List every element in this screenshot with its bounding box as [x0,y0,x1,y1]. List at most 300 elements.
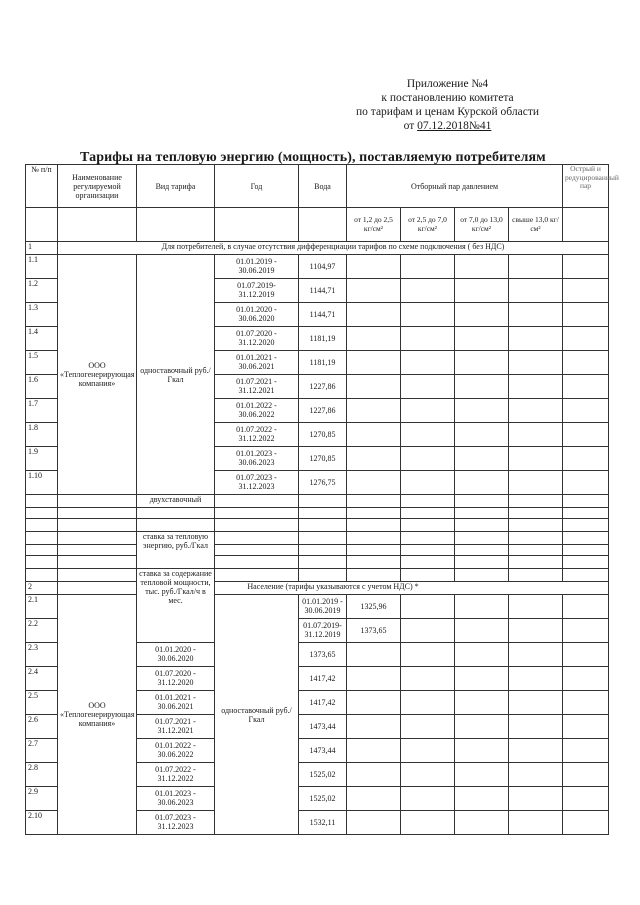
empty-cell [455,691,509,715]
empty-cell [401,643,455,667]
empty-cell [58,208,137,242]
empty-cell [455,447,509,471]
empty-cell [509,303,563,327]
section1-header-row [26,242,609,255]
empty-cell [347,739,401,763]
row-num: 2.1 [26,595,58,619]
empty-cell [347,569,401,582]
empty-cell [455,595,509,619]
empty-cell [347,691,401,715]
row-num: 1.9 [26,447,58,471]
period-end: 30.06.2021 [238,362,275,371]
section1-num: 1 [26,242,58,255]
empty-cell [215,569,299,582]
tariff-type: одноставочный руб./Гкал [215,595,299,835]
period-end: 30.06.2020 [157,654,194,663]
period-end: 30.06.2019 [304,606,341,615]
empty-cell [455,495,509,508]
empty-cell [563,519,609,532]
row-num: 2.10 [26,811,58,835]
empty-cell [563,423,609,447]
empty-cell [215,556,299,569]
period-start: 01.07.2023 - [155,813,196,822]
period-end: 30.06.2023 [157,798,194,807]
table-row [26,532,609,545]
empty-cell [563,667,609,691]
row-num: 2.9 [26,787,58,811]
col-year-header: Год [215,165,299,208]
empty-cell [401,569,455,582]
water-tariff-value: 1276,75 [299,471,347,495]
period-cell [137,715,215,739]
empty-cell [455,399,509,423]
empty-cell [563,399,609,423]
empty-cell [455,619,509,643]
empty-cell [563,619,609,643]
period-start: 01.07.2019- [237,281,276,290]
section2-header-row [26,582,609,595]
empty-cell [26,556,58,569]
empty-cell [401,519,455,532]
period-end: 30.06.2021 [157,702,194,711]
empty-cell [58,532,137,545]
period-cell [137,787,215,811]
empty-cell [563,545,609,556]
empty-cell [563,375,609,399]
col-org-header: Наименование регулируемой организации [58,165,137,208]
row-num: 1.5 [26,351,58,375]
empty-cell [299,519,347,532]
empty-cell [58,508,137,519]
empty-cell [455,667,509,691]
table-row [26,595,609,619]
empty-cell [509,519,563,532]
empty-cell [563,208,609,242]
water-tariff-value: 1227,86 [299,399,347,423]
empty-cell [455,471,509,495]
section2-num: 2 [26,582,58,595]
empty-cell [509,508,563,519]
period-start: 01.01.2020 - [155,645,196,654]
period-end: 30.06.2019 [238,266,275,275]
col-pressure-1: от 1,2 до 2,5 кг/см² [347,208,401,242]
empty-cell [455,643,509,667]
empty-cell [347,715,401,739]
row-num: 1.1 [26,255,58,279]
approval-block [330,77,565,133]
period-end: 31.12.2021 [238,386,275,395]
period-start: 01.07.2021 - [155,717,196,726]
row-num: 1.8 [26,423,58,447]
period-cell [215,447,299,471]
empty-cell [563,811,609,835]
empty-cell [347,351,401,375]
empty-cell [347,471,401,495]
col-steam-header: Отборный пар давлением [347,165,563,208]
empty-cell [563,279,609,303]
empty-cell [401,351,455,375]
period-start: 01.01.2023 - [155,789,196,798]
water-tariff-value: 1104,97 [299,255,347,279]
empty-cell [401,691,455,715]
water-tariff-value: 1417,42 [299,667,347,691]
empty-cell [455,255,509,279]
row-num: 2.3 [26,643,58,667]
period-cell [137,643,215,667]
period-end: 31.12.2023 [157,822,194,831]
water-tariff-value: 1270,85 [299,447,347,471]
empty-cell [563,532,609,545]
approval-date: 07.12.2018 [417,120,469,132]
empty-cell [347,303,401,327]
tariff-type: одноставочный руб./Гкал [137,255,215,495]
empty-cell [299,545,347,556]
period-end: 31.12.2019 [238,290,275,299]
section1-title: Для потребителей, в случае отсутствия дифференциации тарифов по схеме подключения ( без НДС) [58,242,609,255]
water-tariff-value: 1473,44 [299,715,347,739]
empty-cell [347,495,401,508]
period-end: 31.12.2021 [157,726,194,735]
header-row-1 [26,165,609,208]
empty-cell [58,569,137,582]
empty-cell [563,763,609,787]
empty-cell [58,495,137,508]
empty-cell [347,508,401,519]
empty-cell [509,556,563,569]
water-tariff-value: 1144,71 [299,279,347,303]
empty-cell [347,643,401,667]
row-num: 2.7 [26,739,58,763]
empty-cell [563,303,609,327]
empty-cell [401,447,455,471]
empty-cell [509,763,563,787]
empty-cell [347,763,401,787]
row-num: 2.8 [26,763,58,787]
empty-cell [563,643,609,667]
empty-cell [299,532,347,545]
empty-cell [563,495,609,508]
empty-cell [299,569,347,582]
empty-cell [563,787,609,811]
empty-cell [509,399,563,423]
table-row [26,255,609,279]
period-cell [215,303,299,327]
empty-cell [347,255,401,279]
period-end: 30.06.2022 [157,750,194,759]
section2-title: Население (тарифы указываются с учетом НДС) * [58,582,609,595]
period-start: 01.01.2020 - [236,305,277,314]
empty-cell [509,447,563,471]
period-cell [137,811,215,835]
empty-cell [509,375,563,399]
empty-cell [509,327,563,351]
water-tariff-value: 1181,19 [299,351,347,375]
period-start: 01.01.2021 - [236,353,277,362]
col-water-header: Вода [299,165,347,208]
empty-cell [137,208,215,242]
water-tariff-value: 1227,86 [299,375,347,399]
empty-cell [401,327,455,351]
empty-cell [509,643,563,667]
rate-energy-label: ставка за тепловую энергию, руб./Гкал [137,532,215,569]
empty-cell [509,739,563,763]
empty-cell [455,569,509,582]
period-start: 01.07.2020 - [155,669,196,678]
period-start: 01.07.2020 - [236,329,277,338]
empty-cell [455,787,509,811]
empty-cell [401,619,455,643]
water-tariff-value: 1270,85 [299,423,347,447]
empty-cell [137,519,215,532]
empty-cell [299,495,347,508]
empty-cell [401,556,455,569]
date-prefix: от [403,120,415,132]
empty-cell [401,595,455,619]
empty-cell [455,715,509,739]
empty-cell [26,569,58,582]
empty-cell [401,495,455,508]
period-cell [215,327,299,351]
row-num: 2.2 [26,619,58,643]
empty-cell [509,619,563,643]
period-start: 01.07.2019- [303,621,342,630]
empty-cell [137,508,215,519]
period-start: 01.07.2023 - [236,473,277,482]
empty-cell [401,739,455,763]
organization-name: ООО «Теплогенерирующая компания» [58,255,137,495]
col-pressure-3: от 7,0 до 13,0 кг/см² [455,208,509,242]
empty-cell [401,423,455,447]
period-cell [215,423,299,447]
empty-cell [563,556,609,569]
organization-name: ООО «Теплогенерирующая компания» [58,595,137,835]
period-cell [137,691,215,715]
period-cell [215,351,299,375]
empty-cell [509,351,563,375]
empty-cell [563,327,609,351]
row-num: 1.2 [26,279,58,303]
empty-cell [401,763,455,787]
empty-cell [509,787,563,811]
empty-cell [401,787,455,811]
empty-cell [563,569,609,582]
period-start: 01.01.2022 - [155,741,196,750]
empty-cell [455,303,509,327]
row-num: 1.6 [26,375,58,399]
empty-cell [58,519,137,532]
period-end: 31.12.2020 [238,338,275,347]
empty-cell [347,423,401,447]
water-tariff-value: 1532,11 [299,811,347,835]
empty-cell [347,545,401,556]
empty-cell [347,519,401,532]
rate-power-label: ставка за содержание тепловой мощности, тыс. руб./Гкал/ч в мес. [137,569,215,643]
empty-cell [455,811,509,835]
table-row [26,495,609,508]
col-type-header: Вид тарифа [137,165,215,208]
empty-cell [401,667,455,691]
empty-cell [401,715,455,739]
empty-cell [563,595,609,619]
empty-cell [455,556,509,569]
period-cell [299,595,347,619]
empty-cell [347,532,401,545]
empty-cell [26,545,58,556]
row-num: 2.4 [26,667,58,691]
empty-cell [26,495,58,508]
water-tariff-value: 1417,42 [299,691,347,715]
empty-cell [509,569,563,582]
empty-cell [401,255,455,279]
water-tariff-value: 1325,96 [347,595,401,619]
table-row [26,519,609,532]
tariff-table-body [26,164,619,835]
empty-cell [401,532,455,545]
period-cell [137,763,215,787]
empty-cell [563,255,609,279]
empty-cell [26,508,58,519]
water-tariff-value: 1144,71 [299,303,347,327]
empty-cell [347,447,401,471]
empty-cell [455,279,509,303]
period-start: 01.07.2021 - [236,377,277,386]
approval-line-2: к постановлению комитета [381,92,514,104]
empty-cell [509,811,563,835]
empty-cell [347,279,401,303]
table-row [26,545,609,556]
empty-cell [347,399,401,423]
tariff-table [25,164,619,835]
empty-cell [26,208,58,242]
row-num: 1.10 [26,471,58,495]
table-row [26,556,609,569]
empty-cell [401,303,455,327]
water-tariff-value: 1525,02 [299,787,347,811]
period-cell [299,619,347,643]
period-cell [137,667,215,691]
empty-cell [563,715,609,739]
period-end: 30.06.2023 [238,458,275,467]
empty-cell [401,811,455,835]
col-pressure-2: от 2,5 до 7,0 кг/см² [401,208,455,242]
empty-cell [563,351,609,375]
row-num: 2.5 [26,691,58,715]
empty-cell [509,667,563,691]
water-tariff-value: 1473,44 [299,739,347,763]
empty-cell [347,787,401,811]
period-cell [215,399,299,423]
empty-cell [509,595,563,619]
empty-cell [299,556,347,569]
period-cell [215,471,299,495]
header-row-2 [26,208,609,242]
empty-cell [455,519,509,532]
empty-cell [401,508,455,519]
empty-cell [509,532,563,545]
water-tariff-value: 1525,02 [299,763,347,787]
period-end: 31.12.2022 [157,774,194,783]
water-tariff-value: 1181,19 [299,327,347,351]
water-tariff-value: 1373,65 [347,619,401,643]
empty-cell [563,739,609,763]
approval-date-line [330,119,565,133]
col-sharp-header: Острый и редуцированный пар [563,165,609,208]
empty-cell [215,495,299,508]
period-end: 31.12.2022 [238,434,275,443]
empty-cell [347,556,401,569]
empty-cell [26,532,58,545]
empty-cell [455,423,509,447]
period-start: 01.01.2019 - [236,257,277,266]
period-start: 01.01.2023 - [236,449,277,458]
empty-cell [347,811,401,835]
period-cell [215,375,299,399]
empty-cell [509,691,563,715]
empty-cell [563,508,609,519]
empty-cell [347,327,401,351]
empty-cell [215,545,299,556]
period-end: 31.12.2020 [157,678,194,687]
empty-cell [455,375,509,399]
period-end: 31.12.2023 [238,482,275,491]
period-end: 30.06.2022 [238,410,275,419]
empty-cell [455,545,509,556]
row-num: 1.3 [26,303,58,327]
empty-cell [401,545,455,556]
empty-cell [509,471,563,495]
period-start: 01.07.2022 - [155,765,196,774]
water-tariff-value: 1373,65 [299,643,347,667]
col-num-header: № п/п [26,165,58,208]
empty-cell [347,667,401,691]
empty-cell [563,447,609,471]
empty-cell [215,532,299,545]
period-start: 01.01.2022 - [236,401,277,410]
empty-cell [455,508,509,519]
empty-cell [455,763,509,787]
col-pressure-4: свыше 13,0 кг/см² [509,208,563,242]
empty-cell [509,255,563,279]
empty-cell [401,399,455,423]
appendix-label: Приложение №4 [406,78,489,90]
empty-cell [509,545,563,556]
empty-cell [563,471,609,495]
period-start: 01.07.2022 - [236,425,277,434]
empty-cell [563,691,609,715]
empty-cell [299,208,347,242]
empty-cell [401,471,455,495]
two-rate-label: двухставочный [137,495,215,508]
empty-cell [509,279,563,303]
empty-cell [455,532,509,545]
row-num: 1.4 [26,327,58,351]
empty-cell [509,495,563,508]
period-cell [215,255,299,279]
approval-number: №41 [468,120,492,132]
empty-cell [26,519,58,532]
empty-cell [58,545,137,556]
empty-cell [509,423,563,447]
period-start: 01.01.2019 - [302,597,343,606]
empty-cell [215,519,299,532]
empty-cell [347,375,401,399]
empty-cell [299,508,347,519]
period-end: 31.12.2019 [304,630,341,639]
row-num: 1.7 [26,399,58,423]
empty-cell [455,739,509,763]
empty-cell [215,208,299,242]
empty-cell [455,351,509,375]
